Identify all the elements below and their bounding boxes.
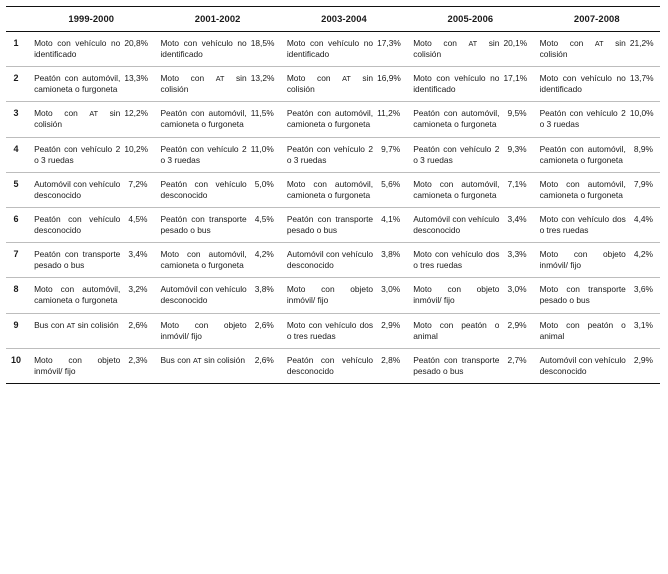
cell-label: Moto con automóvil, camioneta o furgoneta [154,243,250,278]
cell-label: Moto con AT sin colisión [534,32,630,67]
column-header-2007-2008: 2007-2008 [534,7,660,32]
cell-value: 4,4% [630,207,660,242]
row-rank: 6 [6,207,28,242]
cell-label: Peatón con automóvil, camioneta o furgoneta [281,102,377,137]
table-row [6,137,660,172]
cell-label: Moto con automóvil, camioneta o furgoneta [28,278,124,313]
cell-label: Bus con AT sin colisión [28,313,124,348]
cell-value: 3,8% [377,243,407,278]
cell-label: Peatón con vehículo 2 o 3 ruedas [534,102,630,137]
cell-label: Moto con vehículo no identificado [154,32,250,67]
row-rank: 7 [6,243,28,278]
cell-label: Moto con peatón o animal [407,313,503,348]
cell-label: Peatón con transporte pesado o bus [154,207,250,242]
cell-value: 2,6% [124,313,154,348]
cell-value: 2,9% [503,313,533,348]
cell-value: 3,6% [630,278,660,313]
row-rank: 8 [6,278,28,313]
cell-label: Moto con peatón o animal [534,313,630,348]
cell-label: Moto con vehículo no identificado [407,67,503,102]
cell-value: 9,7% [377,137,407,172]
table-row [6,172,660,207]
cell-label: Moto con AT sin colisión [28,102,124,137]
column-header-2003-2004: 2003-2004 [281,7,407,32]
cell-label: Automóvil con vehículo desconocido [534,348,630,383]
cell-value: 18,5% [251,32,281,67]
header-row [6,7,660,32]
cell-label: Peatón con vehículo 2 o 3 ruedas [28,137,124,172]
table-row [6,278,660,313]
row-rank: 5 [6,172,28,207]
table-row [6,67,660,102]
row-rank: 2 [6,67,28,102]
row-rank: 4 [6,137,28,172]
cell-value: 2,6% [251,348,281,383]
cell-label: Moto con vehículo no identificado [281,32,377,67]
table-row [6,102,660,137]
cell-value: 3,8% [251,278,281,313]
cell-value: 9,3% [503,137,533,172]
cell-label: Moto con objeto inmóvil/ fijo [407,278,503,313]
cell-value: 3,0% [503,278,533,313]
cell-value: 20,1% [503,32,533,67]
table-row [6,32,660,67]
cell-value: 21,2% [630,32,660,67]
cell-value: 2,6% [251,313,281,348]
cell-value: 3,2% [124,278,154,313]
cell-value: 7,2% [124,172,154,207]
table-row [6,207,660,242]
column-header-1999-2000: 1999-2000 [28,7,154,32]
cell-value: 13,2% [251,67,281,102]
cell-label: Peatón con automóvil, camioneta o furgoneta [407,102,503,137]
cell-label: Peatón con vehículo 2 o 3 ruedas [154,137,250,172]
cell-value: 4,2% [630,243,660,278]
cell-value: 3,0% [377,278,407,313]
cell-label: Peatón con automóvil, camioneta o furgoneta [28,67,124,102]
cell-label: Bus con AT sin colisión [154,348,250,383]
cell-label: Moto con objeto inmóvil/ fijo [154,313,250,348]
cell-value: 3,3% [503,243,533,278]
cell-value: 5,0% [251,172,281,207]
cell-label: Moto con vehículo dos o tres ruedas [407,243,503,278]
row-rank: 10 [6,348,28,383]
cell-value: 4,5% [124,207,154,242]
cell-label: Automóvil con vehículo desconocido [281,243,377,278]
cell-value: 3,4% [124,243,154,278]
cell-value: 4,1% [377,207,407,242]
cell-label: Automóvil con vehículo desconocido [28,172,124,207]
cell-label: Moto con vehículo dos o tres ruedas [281,313,377,348]
cell-value: 2,9% [630,348,660,383]
cell-value: 4,5% [251,207,281,242]
cell-value: 2,8% [377,348,407,383]
row-rank: 1 [6,32,28,67]
cell-label: Moto con vehículo dos o tres ruedas [534,207,630,242]
cell-label: Moto con transporte pesado o bus [534,278,630,313]
cell-label: Peatón con vehículo 2 o 3 ruedas [281,137,377,172]
cell-label: Peatón con transporte pesado o bus [281,207,377,242]
cell-label: Automóvil con vehículo desconocido [154,278,250,313]
cell-value: 3,4% [503,207,533,242]
cell-value: 8,9% [630,137,660,172]
cell-label: Peatón con automóvil, camioneta o furgoneta [154,102,250,137]
cell-label: Moto con automóvil, camioneta o furgoneta [281,172,377,207]
cell-label: Automóvil con vehículo desconocido [407,207,503,242]
cell-value: 13,3% [124,67,154,102]
row-rank: 9 [6,313,28,348]
cell-value: 2,9% [377,313,407,348]
ranking-table [6,6,660,384]
cell-label: Moto con objeto inmóvil/ fijo [28,348,124,383]
column-header-2005-2006: 2005-2006 [407,7,533,32]
cell-value: 4,2% [251,243,281,278]
cell-value: 11,2% [377,102,407,137]
cell-label: Peatón con vehículo desconocido [154,172,250,207]
cell-value: 7,1% [503,172,533,207]
cell-label: Peatón con transporte pesado o bus [407,348,503,383]
row-rank: 3 [6,102,28,137]
cell-label: Peatón con vehículo desconocido [281,348,377,383]
cell-label: Moto con objeto inmóvil/ fijo [534,243,630,278]
cell-label: Moto con objeto inmóvil/ fijo [281,278,377,313]
cell-label: Moto con automóvil, camioneta o furgoneta [407,172,503,207]
cell-value: 11,0% [251,137,281,172]
table-row [6,313,660,348]
cell-value: 9,5% [503,102,533,137]
cell-label: Moto con vehículo no identificado [28,32,124,67]
cell-value: 13,7% [630,67,660,102]
cell-value: 17,3% [377,32,407,67]
column-header-rank [6,7,28,32]
table-body [6,32,660,384]
table-row [6,348,660,383]
cell-label: Peatón con transporte pesado o bus [28,243,124,278]
table-header [6,7,660,32]
cell-label: Peatón con automóvil, camioneta o furgoneta [534,137,630,172]
cell-label: Moto con AT sin colisión [154,67,250,102]
cell-value: 5,6% [377,172,407,207]
cell-value: 20,8% [124,32,154,67]
cell-value: 17,1% [503,67,533,102]
cell-label: Moto con vehículo no identificado [534,67,630,102]
cell-value: 2,3% [124,348,154,383]
cell-value: 11,5% [251,102,281,137]
cell-label: Moto con AT sin colisión [407,32,503,67]
column-header-2001-2002: 2001-2002 [154,7,280,32]
cell-label: Peatón con vehículo 2 o 3 ruedas [407,137,503,172]
cell-value: 10,0% [630,102,660,137]
table-row [6,243,660,278]
cell-value: 2,7% [503,348,533,383]
cell-value: 10,2% [124,137,154,172]
cell-value: 16,9% [377,67,407,102]
cell-label: Peatón con vehículo desconocido [28,207,124,242]
cell-label: Moto con AT sin colisión [281,67,377,102]
cell-value: 7,9% [630,172,660,207]
cell-label: Moto con automóvil, camioneta o furgoneta [534,172,630,207]
cell-value: 12,2% [124,102,154,137]
cell-value: 3,1% [630,313,660,348]
